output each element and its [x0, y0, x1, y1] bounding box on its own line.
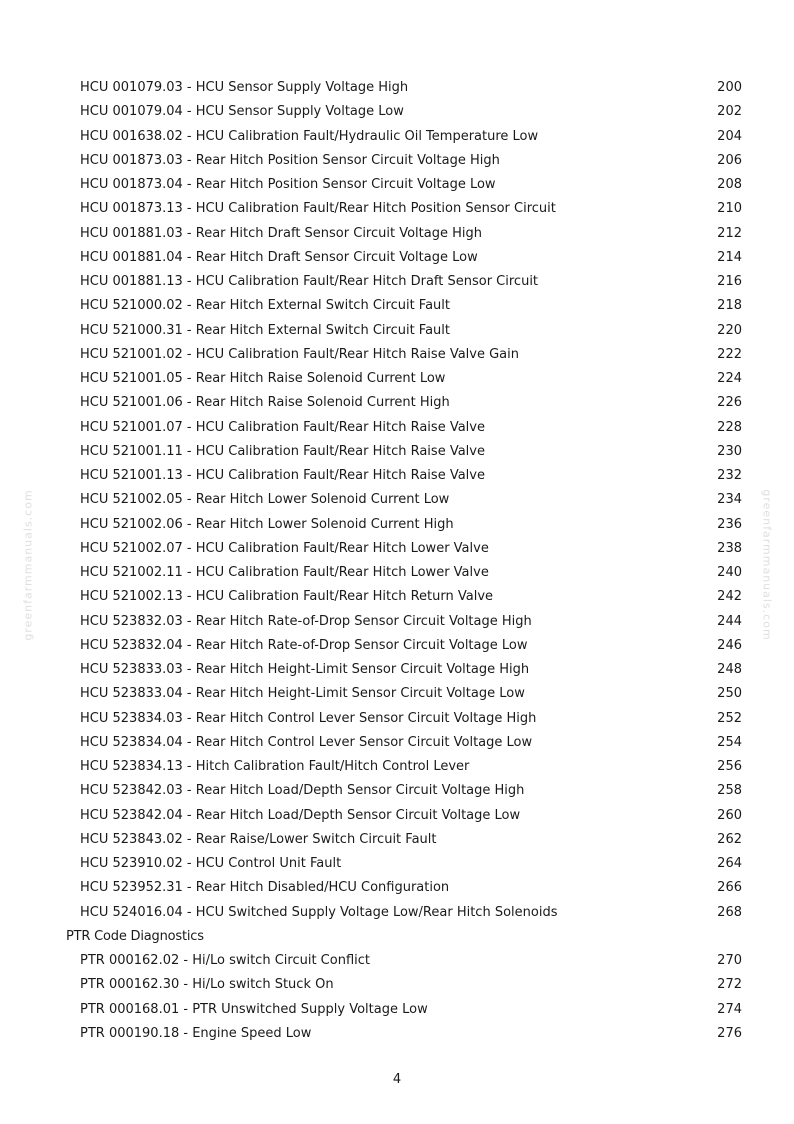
- toc-entry-page-number: 228: [717, 419, 742, 435]
- toc-entry-page-number: 238: [717, 540, 742, 556]
- toc-entry[interactable]: [0, 319, 794, 343]
- toc-entry-label: PTR 000162.02 - Hi/Lo switch Circuit Conflict: [80, 953, 370, 968]
- toc-entry-label: HCU 521002.05 - Rear Hitch Lower Solenoid Current Low: [80, 492, 450, 508]
- toc-entry-page-number: 208: [717, 177, 742, 192]
- toc-entry-label: HCU 001881.04 - Rear Hitch Draft Sensor Circuit Voltage Low: [80, 249, 478, 265]
- watermark-right: greenfarmmanuals.com: [760, 489, 774, 641]
- toc-entry-label: HCU 001881.03 - Rear Hitch Draft Sensor Circuit Voltage High: [80, 225, 482, 241]
- toc-entry-label: HCU 521001.06 - Rear Hitch Raise Solenoid Current High: [80, 395, 450, 411]
- toc-entry-label: HCU 001873.03 - Rear Hitch Position Sensor Circuit Voltage High: [80, 152, 500, 168]
- toc-entry[interactable]: [0, 755, 794, 779]
- toc-entry-label: HCU 523832.03 - Rear Hitch Rate-of-Drop Sensor Circuit Voltage High: [80, 613, 532, 629]
- toc-entry-label: HCU 521001.02 - HCU Calibration Fault/Rear Hitch Raise Valve Gain: [80, 346, 519, 362]
- toc-entry[interactable]: [0, 440, 794, 464]
- toc-entry-page-number: 210: [717, 201, 742, 217]
- toc-entry-page-number: 226: [717, 395, 742, 411]
- toc-entry-label: PTR 000162.30 - Hi/Lo switch Stuck On: [80, 977, 334, 993]
- toc-entry[interactable]: [0, 876, 794, 900]
- toc-entry-label: HCU 521001.07 - HCU Calibration Fault/Rear Hitch Raise Valve: [80, 419, 485, 435]
- toc-entry-label: HCU 523842.04 - Rear Hitch Load/Depth Sensor Circuit Voltage Low: [80, 807, 521, 823]
- toc-entry[interactable]: [0, 391, 794, 415]
- toc-entry-page-number: 254: [717, 734, 742, 750]
- toc-entry-page-number: 218: [717, 298, 742, 314]
- toc-entry-page-number: 212: [717, 225, 742, 241]
- toc-entry-page-number: 232: [717, 468, 742, 483]
- toc-entry-label: HCU 001873.13 - HCU Calibration Fault/Rear Hitch Position Sensor Circuit: [80, 201, 556, 217]
- toc-entry-page-number: 234: [717, 492, 742, 508]
- toc-entry-label: HCU 521001.05 - Rear Hitch Raise Solenoid Current Low: [80, 371, 446, 386]
- toc-entry-page-number: 274: [717, 1001, 742, 1017]
- toc-entry[interactable]: [0, 537, 794, 561]
- toc-entry[interactable]: [0, 149, 794, 173]
- toc-entry-label: HCU 523834.04 - Rear Hitch Control Lever Sensor Circuit Voltage Low: [80, 734, 533, 750]
- toc-entry-label: HCU 524016.04 - HCU Switched Supply Voltage Low/Rear Hitch Solenoids: [80, 904, 558, 920]
- section-heading: [0, 925, 794, 949]
- table-of-contents: [0, 76, 794, 1046]
- toc-entry[interactable]: [0, 610, 794, 634]
- toc-entry[interactable]: [0, 222, 794, 246]
- toc-entry-label: HCU 523834.03 - Rear Hitch Control Lever Sensor Circuit Voltage High: [80, 710, 537, 726]
- toc-entry-label: HCU 523843.02 - Rear Raise/Lower Switch Circuit Fault: [80, 831, 437, 847]
- toc-entry-page-number: 214: [717, 249, 742, 265]
- section-heading-label: PTR Code Diagnostics: [66, 928, 204, 944]
- toc-entry[interactable]: [0, 998, 794, 1022]
- toc-entry-label: HCU 001881.13 - HCU Calibration Fault/Rear Hitch Draft Sensor Circuit: [80, 274, 539, 289]
- toc-entry-page-number: 230: [717, 443, 742, 459]
- toc-entry[interactable]: [0, 270, 794, 294]
- toc-entry-page-number: 276: [717, 1025, 742, 1041]
- toc-entry[interactable]: [0, 682, 794, 706]
- toc-entry-page-number: 246: [717, 637, 742, 653]
- toc-entry[interactable]: [0, 197, 794, 221]
- toc-entry-page-number: 258: [717, 783, 742, 799]
- toc-entry[interactable]: [0, 294, 794, 318]
- toc-entry-page-number: 220: [717, 322, 742, 338]
- toc-entry[interactable]: [0, 1022, 794, 1046]
- toc-entry-page-number: 260: [717, 807, 742, 823]
- toc-entry[interactable]: [0, 76, 794, 100]
- toc-entry[interactable]: [0, 100, 794, 124]
- toc-entry[interactable]: [0, 779, 794, 803]
- toc-entry-page-number: 272: [717, 977, 742, 993]
- toc-entry-label: HCU 001873.04 - Rear Hitch Position Sensor Circuit Voltage Low: [80, 177, 496, 192]
- toc-entry[interactable]: [0, 488, 794, 512]
- toc-entry-label: HCU 521002.06 - Rear Hitch Lower Solenoid Current High: [80, 516, 454, 532]
- toc-entry-label: HCU 523834.13 - Hitch Calibration Fault/Hitch Control Lever: [80, 759, 470, 774]
- toc-entry-label: HCU 523952.31 - Rear Hitch Disabled/HCU Configuration: [80, 880, 450, 896]
- toc-entry[interactable]: [0, 634, 794, 658]
- toc-entry[interactable]: [0, 513, 794, 537]
- toc-entry[interactable]: [0, 173, 794, 197]
- toc-entry-page-number: 248: [717, 662, 742, 677]
- toc-entry-page-number: 250: [717, 686, 742, 702]
- toc-entry-page-number: 200: [717, 80, 742, 95]
- toc-entry-label: HCU 523833.04 - Rear Hitch Height-Limit Sensor Circuit Voltage Low: [80, 686, 525, 702]
- toc-entry-label: HCU 001079.03 - HCU Sensor Supply Voltage High: [80, 80, 409, 95]
- toc-entry-label: PTR 000168.01 - PTR Unswitched Supply Voltage Low: [80, 1001, 428, 1017]
- toc-entry[interactable]: [0, 561, 794, 585]
- toc-entry-page-number: 216: [717, 274, 742, 289]
- toc-entry[interactable]: [0, 658, 794, 682]
- toc-entry[interactable]: [0, 343, 794, 367]
- toc-entry-label: HCU 523832.04 - Rear Hitch Rate-of-Drop Sensor Circuit Voltage Low: [80, 637, 528, 653]
- toc-entry-page-number: 240: [717, 565, 742, 580]
- toc-entry-page-number: 236: [717, 516, 742, 532]
- watermark-left: greenfarmmanuals.com: [21, 489, 35, 641]
- toc-entry-page-number: 262: [717, 831, 742, 847]
- toc-entry-label: HCU 521002.13 - HCU Calibration Fault/Rear Hitch Return Valve: [80, 589, 494, 605]
- toc-entry-page-number: 268: [717, 904, 742, 920]
- toc-entry[interactable]: [0, 731, 794, 755]
- toc-entry-page-number: 244: [717, 613, 742, 629]
- toc-entry[interactable]: [0, 367, 794, 391]
- toc-entry-label: HCU 521002.11 - HCU Calibration Fault/Rear Hitch Lower Valve: [80, 565, 489, 580]
- toc-entry-label: HCU 001079.04 - HCU Sensor Supply Voltage Low: [80, 104, 404, 120]
- toc-entry[interactable]: [0, 949, 794, 973]
- toc-entry[interactable]: [0, 246, 794, 270]
- toc-entry[interactable]: [0, 464, 794, 488]
- toc-entry-label: HCU 521000.02 - Rear Hitch External Switch Circuit Fault: [80, 298, 451, 314]
- toc-entry-label: HCU 523842.03 - Rear Hitch Load/Depth Sensor Circuit Voltage High: [80, 783, 525, 799]
- toc-entry-page-number: 202: [717, 104, 742, 120]
- toc-entry-label: HCU 523910.02 - HCU Control Unit Fault: [80, 856, 342, 871]
- toc-entry-page-number: 252: [717, 710, 742, 726]
- toc-entry[interactable]: [0, 804, 794, 828]
- toc-entry[interactable]: [0, 973, 794, 997]
- toc-entry-label: HCU 521001.13 - HCU Calibration Fault/Rear Hitch Raise Valve: [80, 468, 485, 483]
- toc-entry[interactable]: [0, 828, 794, 852]
- toc-entry-page-number: 222: [717, 346, 742, 362]
- toc-entry[interactable]: [0, 901, 794, 925]
- toc-entry-page-number: 256: [717, 759, 742, 774]
- toc-entry-page-number: 264: [717, 856, 742, 871]
- toc-entry-page-number: 242: [717, 589, 742, 605]
- toc-entry-page-number: 204: [717, 128, 742, 144]
- toc-entry-label: HCU 521002.07 - HCU Calibration Fault/Rear Hitch Lower Valve: [80, 540, 489, 556]
- toc-entry-label: HCU 523833.03 - Rear Hitch Height-Limit Sensor Circuit Voltage High: [80, 662, 530, 677]
- toc-entry[interactable]: [0, 852, 794, 876]
- toc-entry-label: HCU 521001.11 - HCU Calibration Fault/Rear Hitch Raise Valve: [80, 443, 485, 459]
- toc-entry-label: HCU 001638.02 - HCU Calibration Fault/Hydraulic Oil Temperature Low: [80, 128, 539, 144]
- toc-entry-page-number: 206: [717, 152, 742, 168]
- toc-entry[interactable]: [0, 125, 794, 149]
- toc-entry[interactable]: [0, 416, 794, 440]
- toc-entry-label: HCU 521000.31 - Rear Hitch External Switch Circuit Fault: [80, 322, 451, 338]
- toc-entry[interactable]: [0, 707, 794, 731]
- page-number: 4: [392, 1072, 402, 1087]
- toc-entry[interactable]: [0, 585, 794, 609]
- toc-entry-page-number: 224: [717, 371, 742, 386]
- toc-entry-page-number: 270: [717, 953, 742, 968]
- toc-entry-page-number: 266: [717, 880, 742, 896]
- toc-entry-label: PTR 000190.18 - Engine Speed Low: [80, 1025, 312, 1041]
